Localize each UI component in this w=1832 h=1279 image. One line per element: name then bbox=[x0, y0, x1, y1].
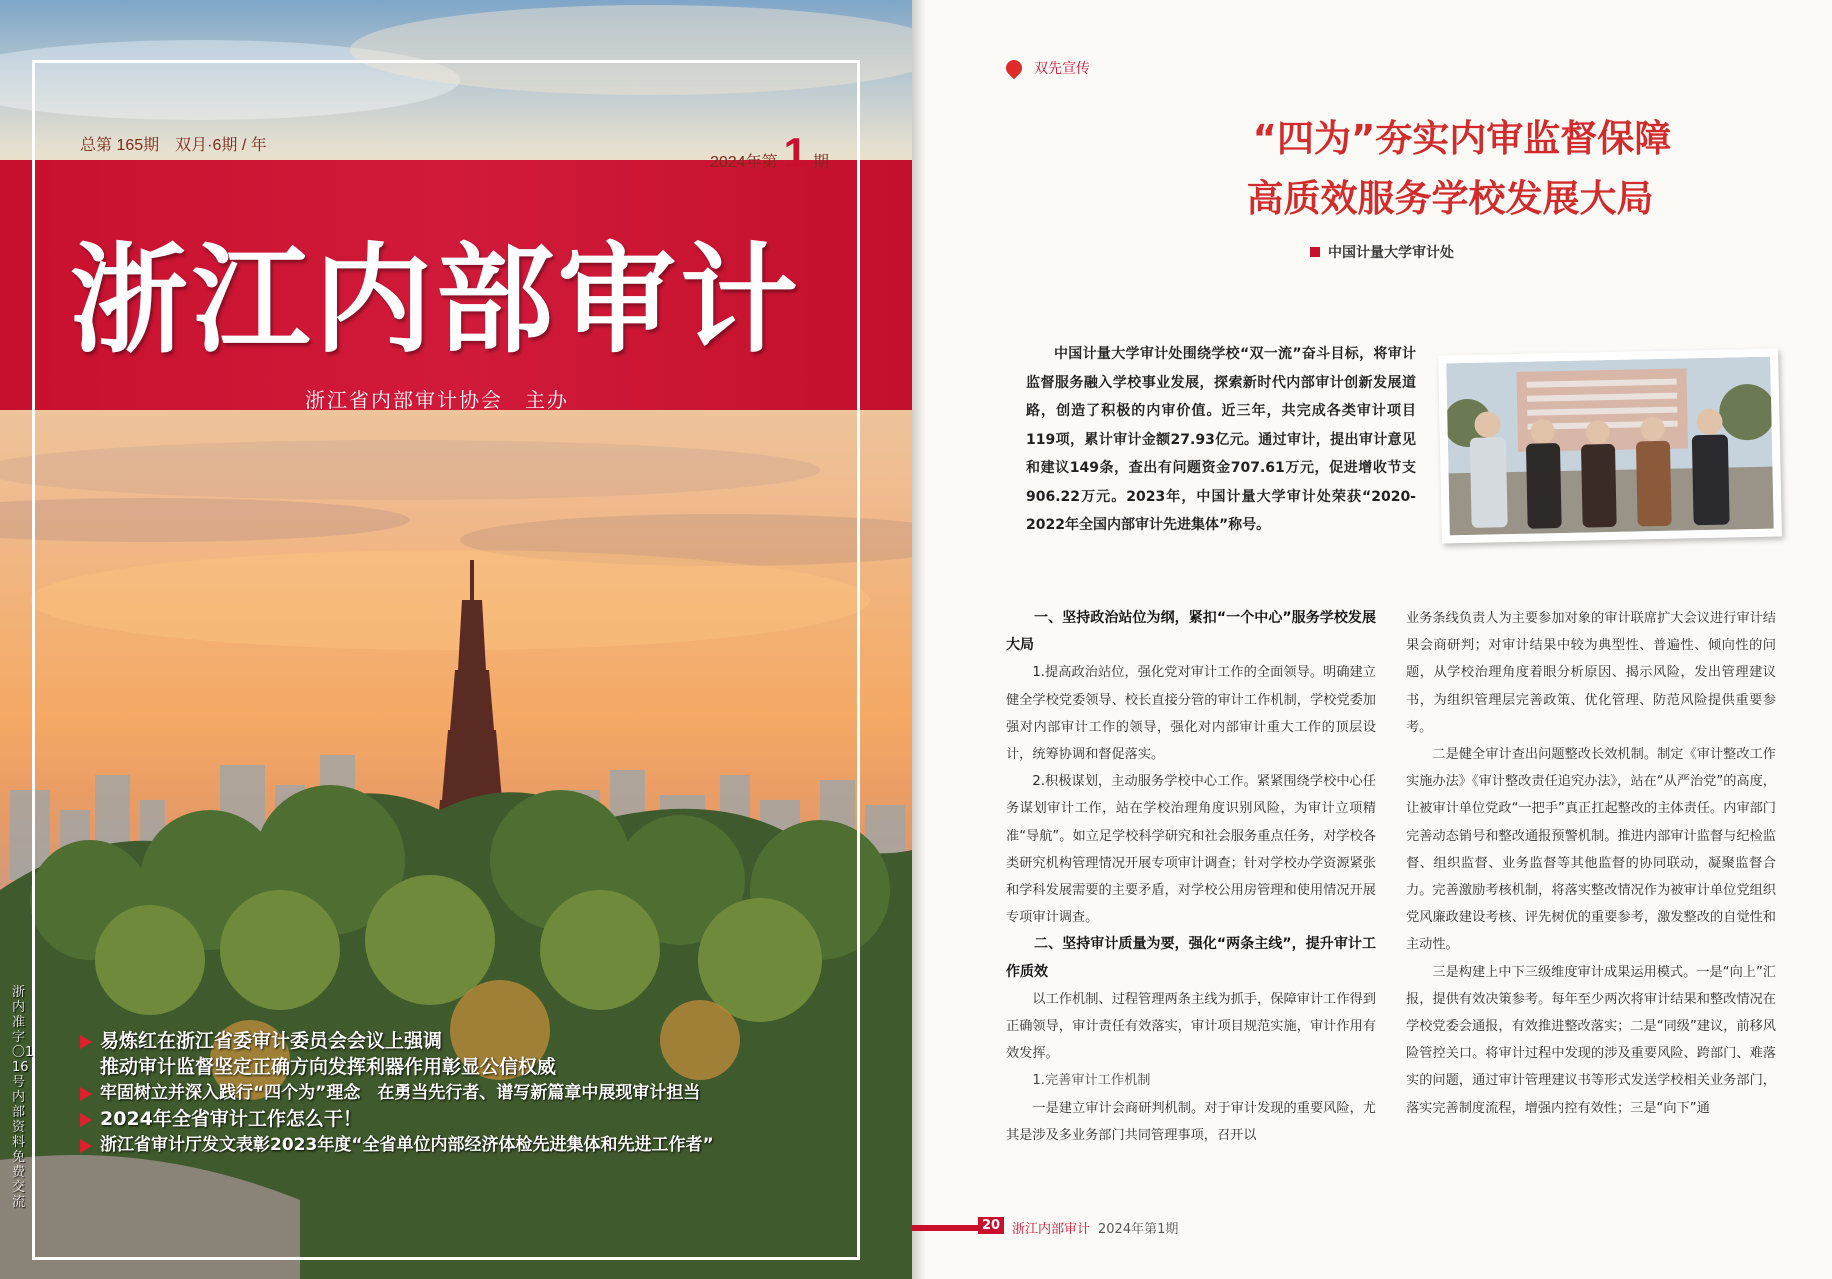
paragraph: 二是健全审计查出问题整改长效机制。制定《审计整改工作实施办法》《审计整改责任追究办法》，站在“从严治党”的高度，让被审计单位党政“一把手”真正扛起整改的主体责任。内审部门完善动态销号和整改通报预警机制。推进内部审计监督与纪检监督、组织监督、业务监督等其他监督的协同联动，凝聚监督合力。完善激励考核机制，将落实整改情况作为被审计单位党组织党风廉政建设考核、评先树优的重要参考，激发整改的自觉性和主动性。 bbox=[1406, 747, 1776, 953]
cover-headlines bbox=[78, 1028, 714, 1158]
triangle-bullet-icon bbox=[80, 1139, 92, 1153]
headline-1: 易炼红在浙江省委审计委员会会议上强调 bbox=[78, 1028, 714, 1054]
footer-bar bbox=[912, 1225, 978, 1231]
article-title-line2: 高质效服务学校发展大局 bbox=[1246, 177, 1654, 220]
headline-4: 浙江省审计厅发文表彰2023年度“全省单位内部经济体检先进集体和先进工作者” bbox=[78, 1132, 714, 1158]
footer-issue: 2024年第1期 bbox=[1098, 1222, 1179, 1237]
issue-suffix: 期 bbox=[812, 154, 829, 171]
sub-heading: 1.完善审计工作机制 bbox=[1032, 1073, 1151, 1089]
article-author: 中国计量大学审计处 bbox=[1310, 242, 1454, 262]
registration-note: 浙内准字〇116号 内部资料 免费交流 bbox=[12, 985, 34, 1210]
team-photo-image bbox=[1446, 357, 1774, 536]
paragraph: 1.提高政治站位，强化党对审计工作的全面领导。明确建立健全学校党委领导、校长直接分管的审计工作机制，学校党委加强对内部审计工作的领导，强化对内部审计重大工作的顶层设计，统筹协调和督促落实。 bbox=[1006, 665, 1376, 763]
section-label: 双先宣传 bbox=[1034, 61, 1090, 77]
paragraph: 三是构建上中下三级维度审计成果运用模式。一是“向上”汇报，提供有效决策参考。每年至少两次将审计结果和整改情况在学校党委会通报，有效推进整改落实；二是“同级”建议，前移风险管控关口。将审计过程中发现的涉及重要风险、跨部门、难落实的问题，通过审计管理建议书等形式发送学校相关业务部门，落实完善制度流程，增强内控有效性；三是“向下”通 bbox=[1406, 964, 1776, 1116]
magazine-cover bbox=[0, 0, 912, 1279]
footer-journal: 浙江内部审计 2024年第1期 bbox=[1012, 1222, 1179, 1237]
issue-number: 1 bbox=[783, 129, 807, 176]
article-intro: 中国计量大学审计处围绕学校“双一流”奋斗目标，将审计监督服务融入学校事业发展，探索新时代内部审计创新发展道路，创造了积极的内审价值。近三年，共完成各类审计项目119项，累计审计金额27.93亿元。通过审计，提出审计意见和建议149条，查出有问题资金707.61万元，促进增收节支906.22万元。2023年，中国计量大学审计处荣获“2020-2022年全国内部审计先进集体”称号。 bbox=[1026, 346, 1416, 533]
square-bullet-icon bbox=[1310, 247, 1320, 257]
page-gutter bbox=[912, 0, 926, 1279]
page-number: 20 bbox=[978, 1217, 1004, 1234]
headline-3: 2024年全省审计工作怎么干！ bbox=[78, 1106, 714, 1132]
paragraph: 一是建立审计会商研判机制。对于审计发现的重要风险，尤其是涉及多业务部门共同管理事项，召开以 bbox=[1006, 1100, 1376, 1143]
team-photo bbox=[1438, 348, 1782, 543]
article-column-left bbox=[1006, 605, 1376, 1149]
triangle-bullet-icon bbox=[80, 1113, 92, 1127]
page-footer bbox=[912, 1217, 1832, 1237]
paragraph: 以工作机制、过程管理两条主线为抓手，保障审计工作得到正确领导，审计责任有效落实，审计项目规范实施，审计作用有效发挥。 bbox=[1006, 991, 1376, 1062]
issue-year: 2024年第 bbox=[710, 154, 778, 171]
triangle-bullet-icon bbox=[80, 1035, 92, 1049]
section-tag bbox=[1006, 58, 1090, 78]
headline-1-cont: 推动审计监督坚定正确方向发挥利器作用彰显公信权威 bbox=[100, 1056, 557, 1078]
triangle-bullet-icon bbox=[80, 1087, 92, 1101]
magazine-title: 浙江内部审计 bbox=[70, 230, 803, 369]
headline-2: 牢固树立并深入践行“四个为”理念 在勇当先行者、谱写新篇章中展现审计担当 bbox=[78, 1080, 714, 1106]
article-column-right bbox=[1406, 605, 1776, 1122]
paragraph: 2.积极谋划，主动服务学校中心工作。紧紧围绕学校中心任务谋划审计工作，站在学校治理角度识别风险，为审计立项精准“导航”。如立足学校科学研究和社会服务重点任务，对学校各类研究机构管理情况开展专项审计调查；针对学校办学资源紧张和学科发展需要的主要矛盾，对学校公用房管理和使用情况开展专项审计调查。 bbox=[1006, 774, 1376, 926]
article-title-line1: “四为”夯实内审监督保障 bbox=[1252, 117, 1672, 160]
issue-total: 总第 165期 双月·6期 / 年 bbox=[80, 137, 267, 154]
location-pin-icon bbox=[1003, 57, 1026, 80]
magazine-sponsor: 浙江省内部审计协会 主办 bbox=[305, 388, 569, 412]
section-heading-1: 一、坚持政治站位为纲，紧扣“一个中心”服务学校发展大局 bbox=[1006, 610, 1376, 654]
section-heading-2: 二、坚持审计质量为要，强化“两条主线”，提升审计工作质效 bbox=[1006, 936, 1376, 980]
paragraph: 业务条线负责人为主要参加对象的审计联席扩大会议进行审计结果会商研判；对审计结果中较为典型性、普遍性、倾向性的问题，从学校治理角度着眼分析原因、揭示风险，发出管理建议书，为组织管理层完善政策、优化管理、防范风险提供重要参考。 bbox=[1406, 611, 1776, 735]
